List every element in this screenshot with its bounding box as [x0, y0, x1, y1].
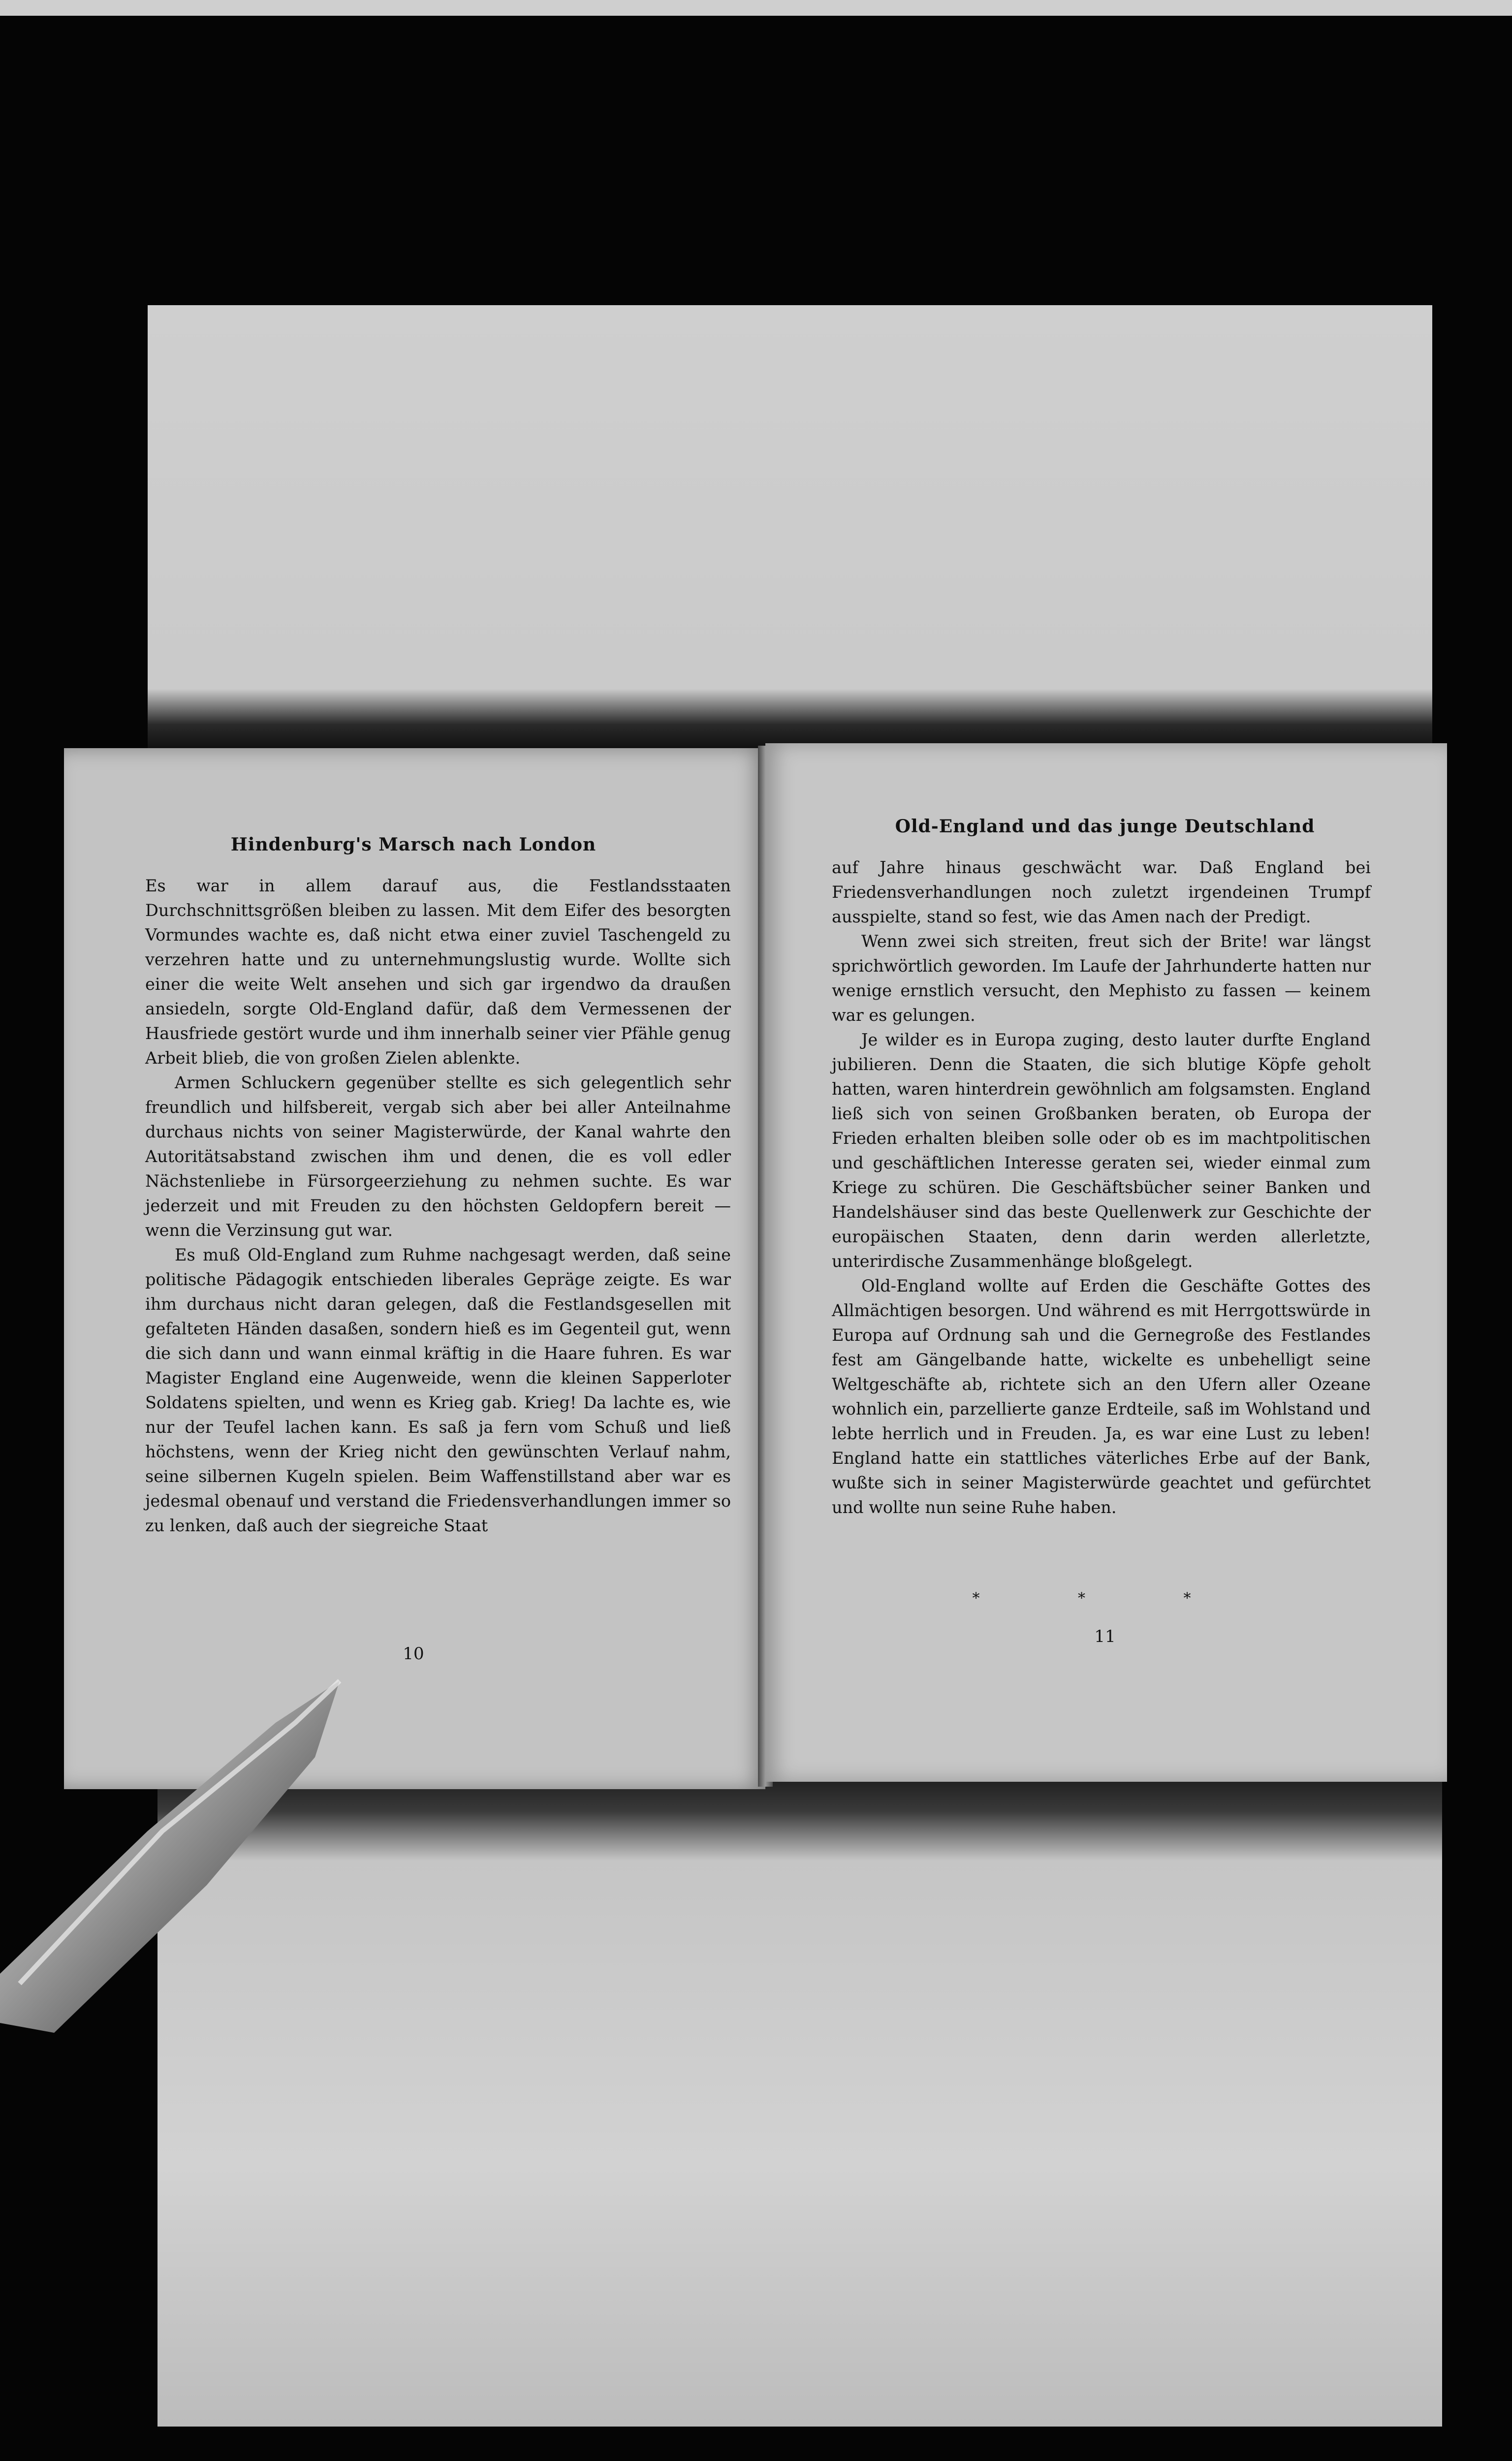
- book-shadow: [148, 689, 1432, 748]
- section-separator: * * *: [972, 1590, 1238, 1607]
- left-page-header: Hindenburg's Marsch nach London: [230, 834, 597, 855]
- left-page-body: [145, 874, 731, 1538]
- right-paragraph-3: Je wilder es in Europa zuging, desto lauter durfte England jubilieren. Denn die Staaten, die sich blutige Köpfe geholt hatten, waren hinterdrein gewöhnlich am folgsamsten. England ließ sich von seinen Großbanken beraten, ob Europa der Frieden erhalten bleiben solle oder ob es im machtpolitischen und geschäftlichen Interesse geraten sei, wieder einmal zum Kriege zu schüren. Die Geschäftsbücher seiner Banken und Handelshäuser sind das beste Quellenwerk zur Geschichte der europäischen Staaten, denn darin werden allerletzte, unterirdische Zusammenhänge bloßgelegt.: [832, 1030, 1371, 1271]
- right-paragraph-4: Old-England wollte auf Erden die Geschäfte Gottes des Allmächtigen besorgen. Und während es mit Herrgottswürde in Europa auf Ordnung sah und die Gernegroße des Festlandes fest am Gängelbande hatte, wickelte es unbehelligt seine Weltgeschäfte ab, richtete sich an den Ufern aller Ozeane wohnlich ein, parzellierte ganze Erdteile, saß im Wohlstand und lebte herrlich und in Freuden. Ja, es war eine Lust zu leben! England hatte ein stattliches väterliches Erbe auf der Bank, wußte sich in seiner Magisterwürde geachtet und gefürchtet und wollte nun seine Ruhe haben.: [832, 1276, 1371, 1517]
- right-paragraph-1: auf Jahre hinaus geschwächt war. Daß England bei Friedensverhandlungen noch zuletzt irgendeinen Trumpf ausspielte, stand so fest, wie das Amen nach der Predigt.: [832, 858, 1371, 926]
- left-paragraph-2: Armen Schluckern gegenüber stellte es sich gelegentlich sehr freundlich und hilfsbereit, vergab sich aber bei aller Anteilnahme durchaus nichts von seiner Magisterwürde, der Kanal wahrte den Autoritätsabstand zwischen ihm und denen, die es voll edler Nächstenliebe in Fürsorgeerziehung zu nehmen suchte. Es war jederzeit und mit Freuden zu den höchsten Geldopfern bereit — wenn die Verzinsung gut war.: [145, 1073, 731, 1240]
- right-paragraph-2: Wenn zwei sich streiten, freut sich der Brite! war längst sprichwörtlich geworden. Im Laufe der Jahrhunderte hatten nur wenige ernstlich versucht, den Mephisto zu fassen — keinem war es gelungen.: [832, 932, 1371, 1025]
- right-page-number: 11: [1094, 1627, 1116, 1646]
- letter-opener-blade-icon: [0, 1669, 354, 2043]
- right-page-body: [832, 855, 1371, 1520]
- background-sheet-top: [148, 305, 1432, 748]
- film-top-strip: [0, 0, 1512, 16]
- left-page: [64, 748, 765, 1789]
- right-page: [765, 743, 1447, 1782]
- left-paragraph-1: Es war in allem darauf aus, die Festlandsstaaten Durchschnittsgrößen bleiben zu lassen. Mit dem Eifer des besorgten Vormundes wachte es, daß nicht etwa einer zuviel Taschengeld zu verzehren hatte und zu unternehmungslustig wurde. Wollte sich einer die weite Welt ansehen und sich gar irgendwo da draußen ansiedeln, sorgte Old-England dafür, daß dem Vermessenen der Hausfriede gestört wurde und ihm innerhalb seiner vier Pfähle genug Arbeit blieb, die von großen Zielen ablenkte.: [145, 876, 731, 1068]
- right-page-header: Old-England und das junge Deutschland: [895, 816, 1315, 837]
- left-page-number: 10: [403, 1644, 424, 1664]
- left-paragraph-3: Es muß Old-England zum Ruhme nachgesagt werden, daß seine politische Pädagogik entschieden liberales Gepräge zeigte. Es war ihm durchaus nicht daran gelegen, daß die Festlandsgesellen mit gefalteten Händen dasaßen, sondern hieß es im Gegenteil gut, wenn die sich dann und wann einmal kräftig in die Haare fuhren. Es war Magister England eine Augenweide, wenn die kleinen Sapperloter Soldatens spielten, und wenn es Krieg gab. Krieg! Da lachte es, wie nur der Teufel lachen kann. Es saß ja fern vom Schuß und ließ höchstens, wenn der Krieg nicht den gewünschten Verlauf nahm, seine silbernen Kugeln spielen. Beim Waffenstillstand aber war es jedesmal obenauf und verstand die Friedensverhandlungen immer so zu lenken, daß auch der siegreiche Staat: [145, 1245, 731, 1535]
